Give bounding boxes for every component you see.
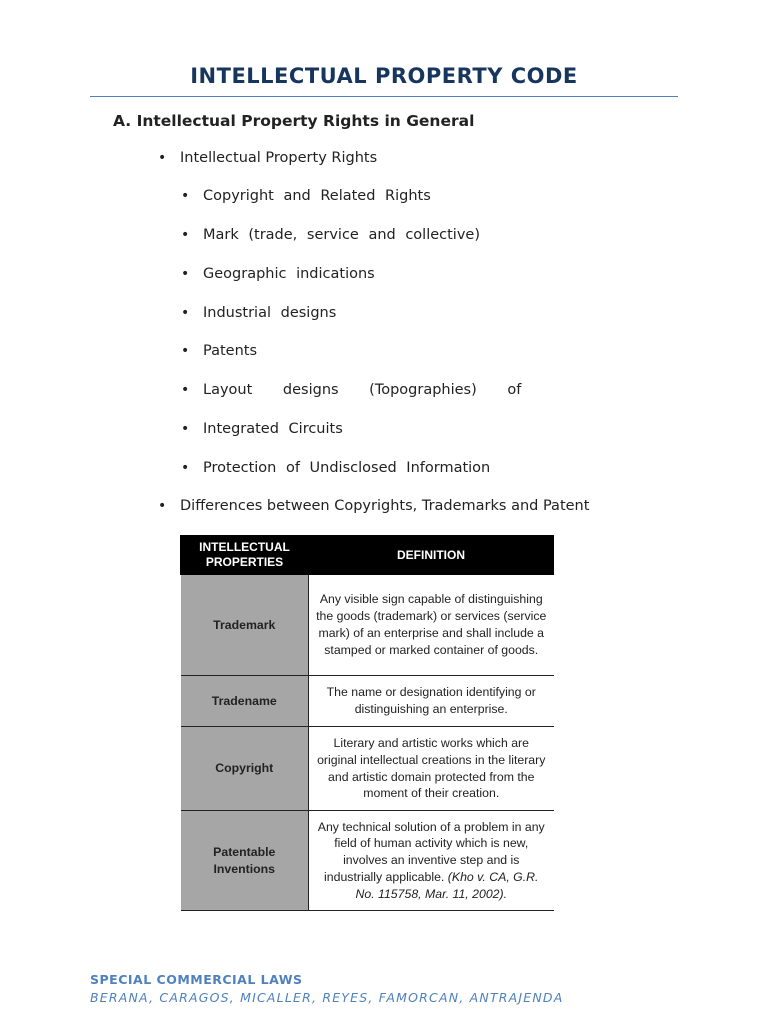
list-item: • Geographic indications <box>203 266 375 282</box>
list-item: • Industrial designs <box>203 305 336 321</box>
list-item: • Mark (trade, service and collective) <box>203 227 480 243</box>
footer-course: SPECIAL COMMERCIAL LAWS <box>90 972 303 987</box>
list-item: • Copyright and Related Rights <box>203 188 431 204</box>
term-cell: Trademark <box>181 575 309 676</box>
column-header-properties: INTELLECTUAL PROPERTIES <box>181 536 309 575</box>
page-title: INTELLECTUAL PROPERTY CODE <box>190 64 578 88</box>
list-item-ip-rights: • Intellectual Property Rights <box>180 150 377 166</box>
definition-cell: Literary and artistic works which are original intellectual creations in the literary and artistic domain protected from the moment of their creation. <box>309 727 554 811</box>
title-underline <box>90 96 678 97</box>
definition-text: Any technical solution of a problem in any field of human activity which is new, involves an inventive step and is industrially applicable. <box>317 819 545 884</box>
column-header-definition: DEFINITION <box>309 536 554 575</box>
section-heading: A. Intellectual Property Rights in General <box>113 112 475 130</box>
term-cell: Patentable Inventions <box>181 811 309 911</box>
list-item: • Patents <box>203 343 257 359</box>
definition-cell: Any visible sign capable of distinguishing the goods (trademark) or services (service mark) of an enterprise and shall include a stamped or marked container of goods. <box>309 575 554 676</box>
list-item: • Layout designs (Topographies) of <box>203 382 521 398</box>
footer-authors: BERANA, CARAGOS, MICALLER, REYES, FAMORCAN, ANTRAJENDA <box>90 990 564 1005</box>
case-citation: (Kho v. CA, G.R. No. 115758, Mar. 11, 2002). <box>355 869 539 901</box>
term-cell: Copyright <box>181 727 309 811</box>
definition-cell: The name or designation identifying or distinguishing an enterprise. <box>309 676 554 727</box>
table-row <box>181 811 554 911</box>
list-item: • Integrated Circuits <box>203 421 343 437</box>
term-cell: Tradename <box>181 676 309 727</box>
list-item-differences: • Differences between Copyrights, Trademarks and Patent <box>180 498 589 514</box>
table-header-row <box>181 536 554 575</box>
ip-definitions-table <box>180 535 554 911</box>
table-row <box>181 575 554 676</box>
table-row <box>181 676 554 727</box>
definition-cell <box>309 811 554 911</box>
list-item: • Protection of Undisclosed Information <box>203 460 490 476</box>
table-row <box>181 727 554 811</box>
